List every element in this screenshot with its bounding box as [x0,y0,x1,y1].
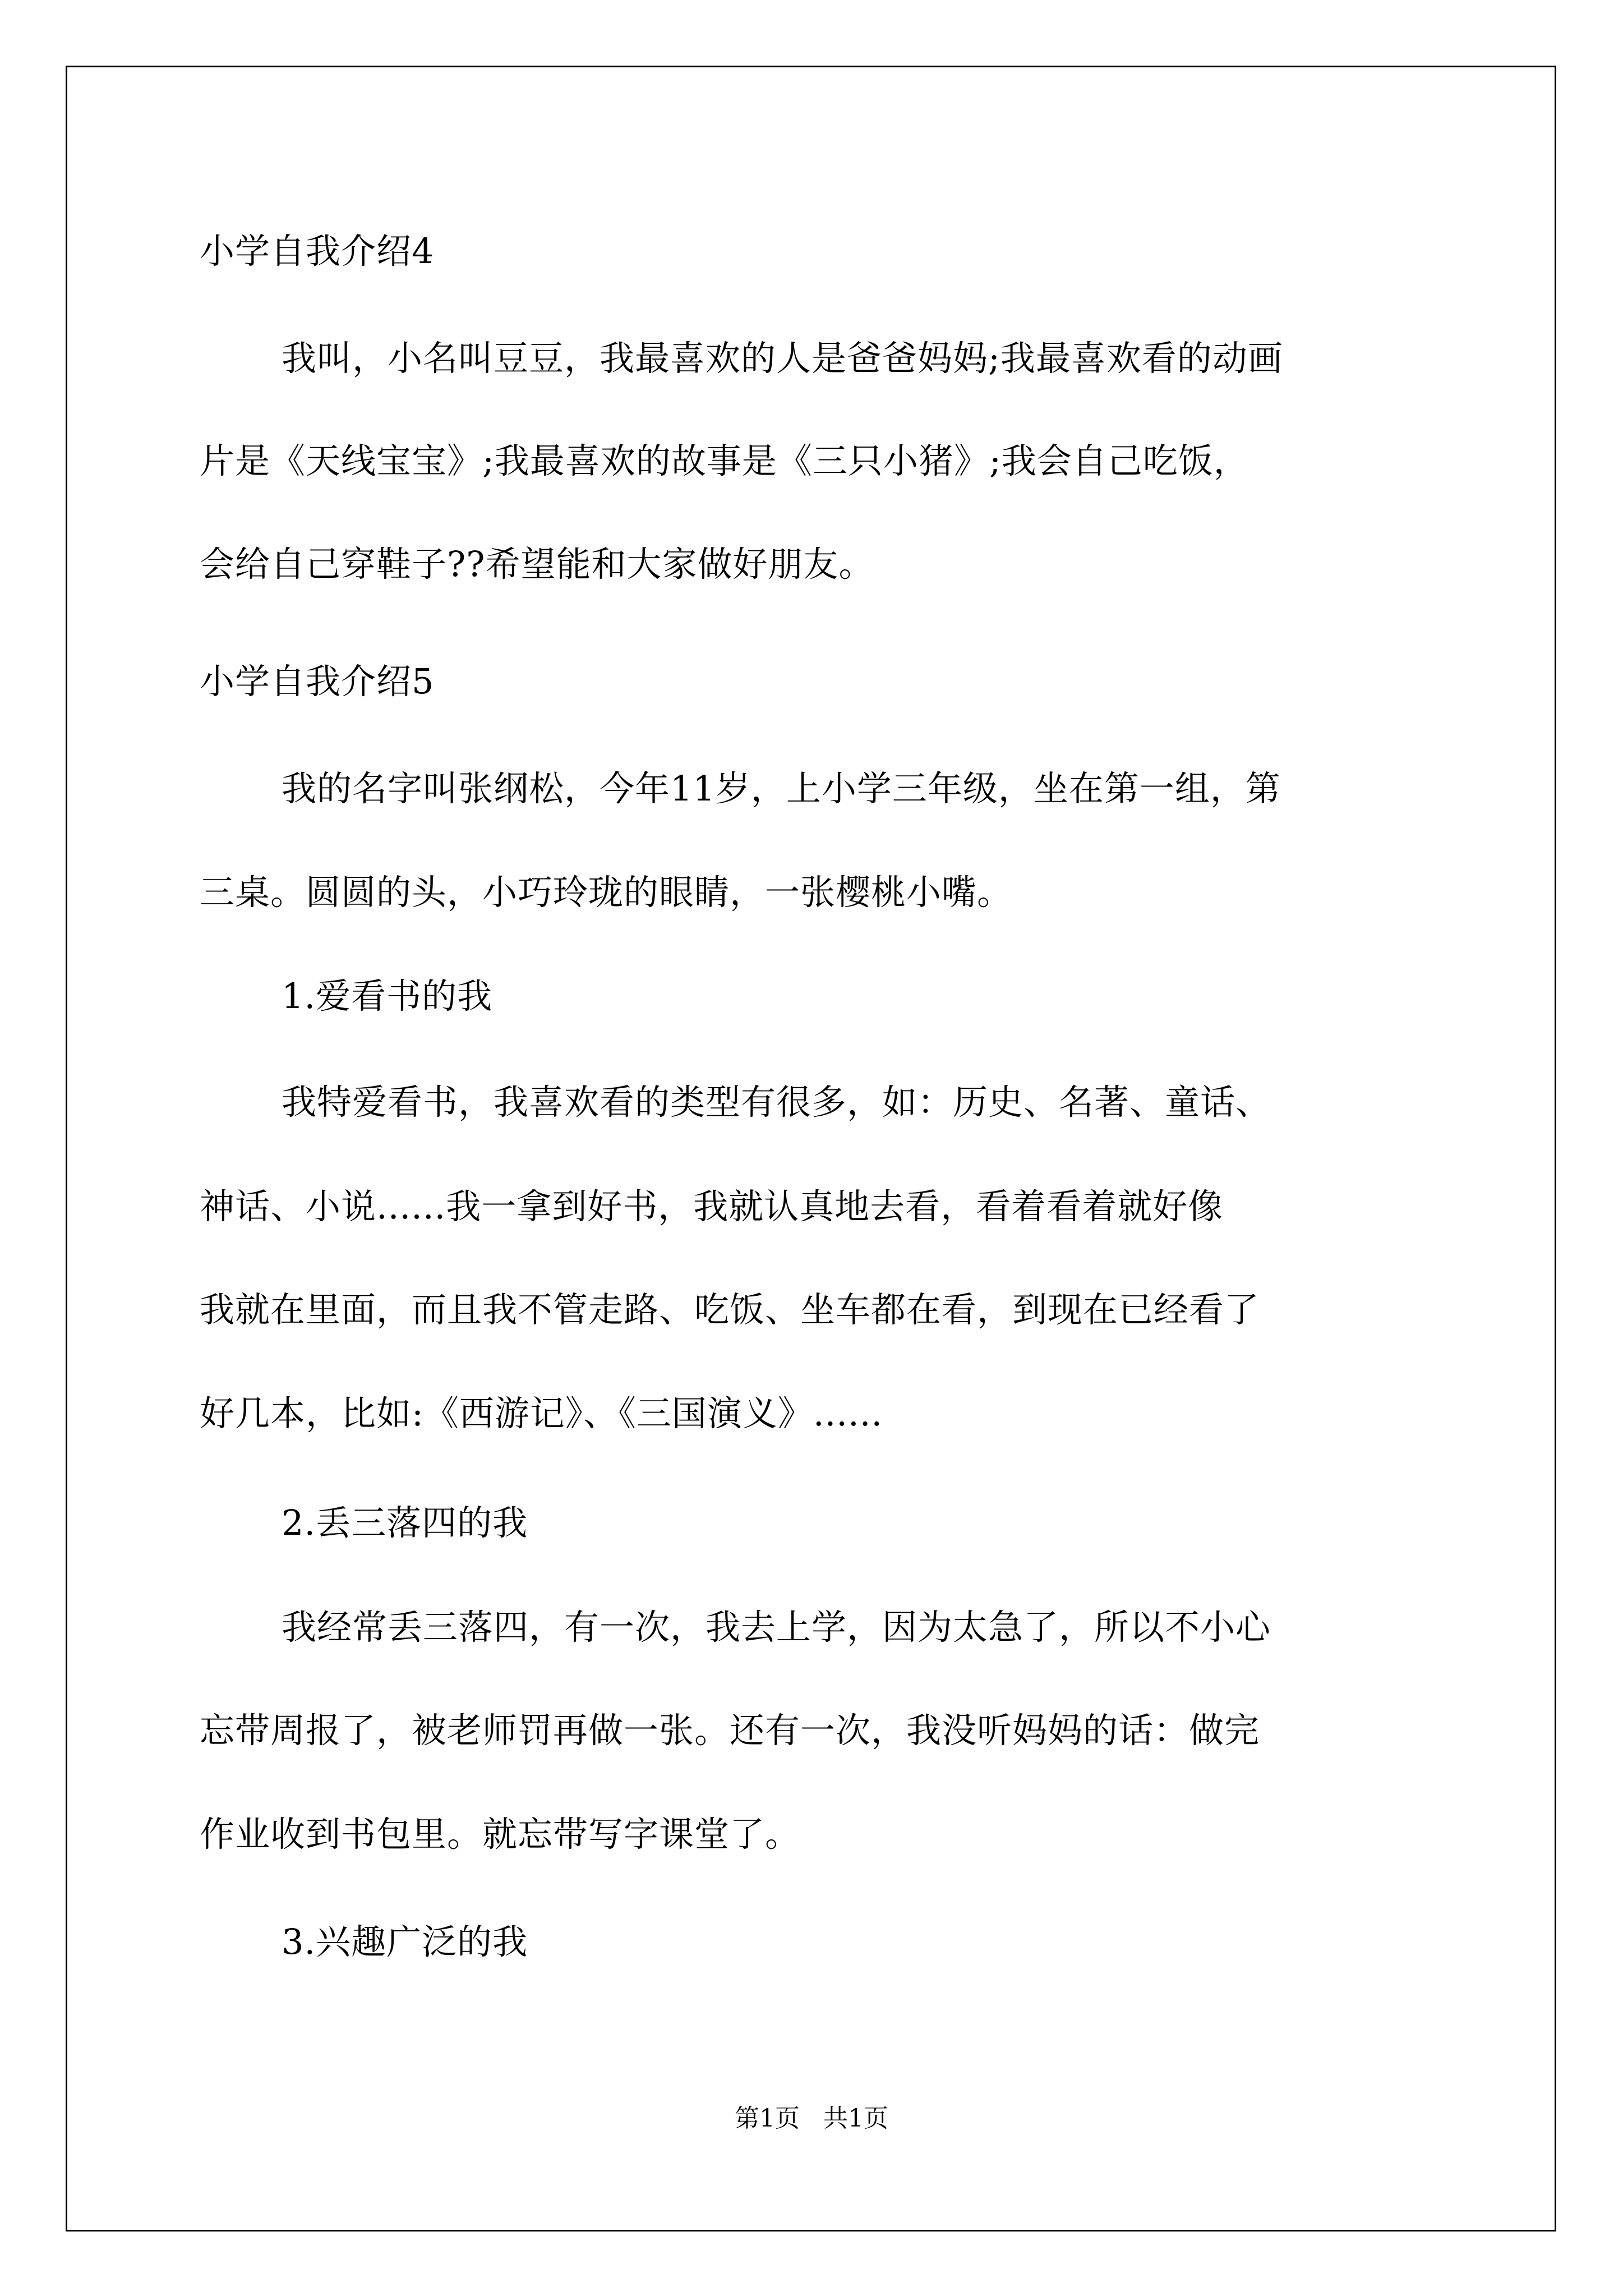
section-heading-4: 小学自我介绍4 [200,231,435,272]
subheading-2: 2.丢三落四的我 [282,1502,528,1543]
paragraph-line: 片是《天线宝宝》;我最喜欢的故事是《三只小猪》;我会自己吃饭， [200,440,1249,481]
paragraph-line: 好几本，比如:《西游记》、《三国演义》...... [200,1393,883,1434]
paragraph-line: 忘带周报了，被老师罚再做一张。还有一次，我没听妈妈的话：做完 [200,1710,1260,1751]
paragraph-line: 作业收到书包里。就忘带写字课堂了。 [200,1814,801,1855]
paragraph-line: 我特爱看书，我喜欢看的类型有很多，如：历史、名著、童话、 [282,1082,1271,1122]
paragraph-line: 三桌。圆圆的头，小巧玲珑的眼睛，一张樱桃小嘴。 [200,872,1013,913]
paragraph-line: 我就在里面，而且我不管走路、吃饭、坐车都在看，到现在已经看了 [200,1289,1260,1330]
paragraph-line: 神话、小说......我一拿到好书，我就认真地去看，看着看着就好像 [200,1186,1224,1227]
subheading-3: 3.兴趣广泛的我 [282,1921,528,1962]
paragraph-line: 我的名字叫张纲松，今年11岁，上小学三年级，坐在第一组，第 [282,768,1281,809]
paragraph-line: 我经常丢三落四，有一次，我去上学，因为太急了，所以不小心 [282,1607,1271,1648]
page-border [66,66,1556,2231]
section-heading-5: 小学自我介绍5 [200,661,435,702]
subheading-1: 1.爱看书的我 [282,976,493,1016]
paragraph-line: 会给自己穿鞋子??希望能和大家做好朋友。 [200,544,874,585]
page-footer: 第1页 共1页 [735,2104,888,2133]
paragraph-line: 我叫，小名叫豆豆，我最喜欢的人是爸爸妈妈;我最喜欢看的动画 [282,338,1283,379]
